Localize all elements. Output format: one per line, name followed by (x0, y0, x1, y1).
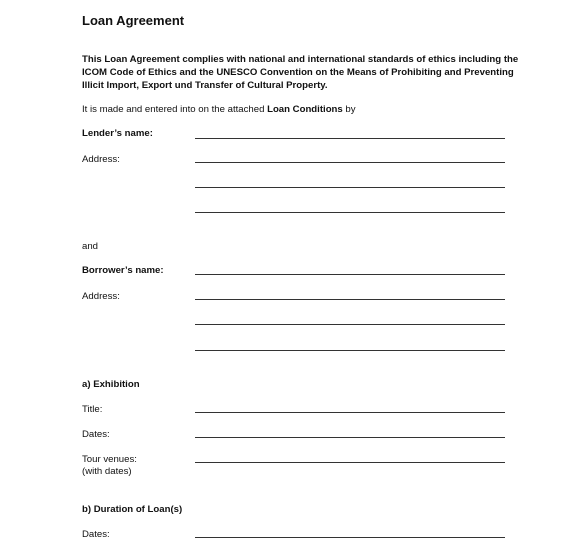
and-label: and (82, 241, 99, 252)
lender-name-label: Lender’s name: (82, 128, 153, 139)
exhibition-heading: a) Exhibition (82, 379, 140, 390)
made-prefix: It is made and entered into on the attached (82, 104, 268, 115)
duration-heading: b) Duration of Loan(s) (82, 504, 183, 515)
borrower-address-label: Address: (82, 291, 120, 302)
lender-address-line-1[interactable] (195, 162, 505, 163)
borrower-address-line-3[interactable] (195, 350, 505, 351)
lender-address-line-2[interactable] (195, 187, 505, 188)
borrower-name-label: Borrower’s name: (82, 265, 164, 276)
lender-address-label: Address: (82, 154, 120, 165)
lender-address-line-3[interactable] (195, 212, 505, 213)
borrower-name-line[interactable] (195, 274, 505, 275)
made-suffix: by (342, 104, 356, 115)
duration-dates-label: Dates: (82, 529, 110, 540)
title-line[interactable] (195, 412, 505, 413)
dates-line[interactable] (195, 437, 505, 438)
borrower-address-line-2[interactable] (195, 324, 505, 325)
tour-venues-line[interactable] (195, 462, 505, 463)
document-title: Loan Agreement (82, 13, 185, 28)
loan-conditions-text: Loan Conditions (267, 104, 343, 115)
lender-name-line[interactable] (195, 138, 505, 139)
duration-dates-line[interactable] (195, 537, 505, 538)
intro-paragraph: This Loan Agreement complies with national and international standards of ethics including the ICOM Code of Ethics and the UNESCO Convention on the Means of Prohibiting and Preventing Illicit Import, Export und Transfer of Cultural Property. (82, 54, 519, 91)
made-sentence (82, 104, 356, 115)
title-label: Title: (82, 404, 103, 415)
dates-label: Dates: (82, 429, 110, 440)
tour-venues-sublabel: (with dates) (82, 466, 132, 477)
tour-venues-label: Tour venues: (82, 454, 137, 465)
borrower-address-line-1[interactable] (195, 299, 505, 300)
